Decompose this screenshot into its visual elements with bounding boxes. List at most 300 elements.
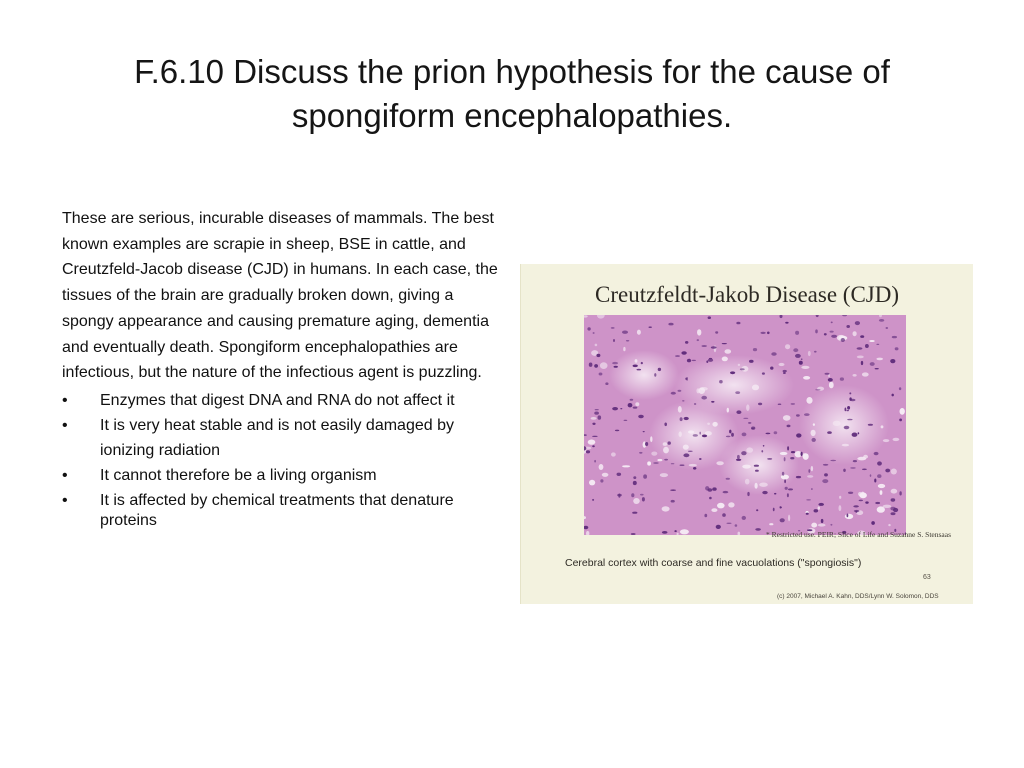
cell-nucleus — [862, 469, 867, 471]
vacuole — [869, 340, 874, 342]
cell-nucleus — [688, 451, 693, 452]
cell-nucleus — [641, 362, 643, 364]
cell-nucleus — [639, 452, 642, 454]
vacuole — [881, 425, 884, 428]
cell-nucleus — [617, 494, 622, 497]
cell-nucleus — [709, 497, 712, 500]
vacuole — [842, 444, 849, 447]
cell-nucleus — [861, 361, 863, 365]
cell-nucleus — [737, 455, 740, 459]
cell-nucleus — [780, 507, 782, 508]
cell-nucleus — [899, 387, 901, 390]
cell-nucleus — [780, 518, 785, 522]
cell-nucleus — [637, 369, 642, 371]
cell-nucleus — [719, 380, 723, 383]
cell-nucleus — [707, 488, 712, 491]
cell-nucleus — [748, 422, 751, 424]
cell-nucleus — [814, 351, 817, 353]
cell-nucleus — [892, 336, 897, 338]
cell-nucleus — [843, 469, 846, 472]
cell-nucleus — [870, 362, 875, 366]
vacuole — [635, 402, 639, 406]
cell-nucleus — [594, 412, 599, 415]
cell-nucleus — [806, 513, 809, 515]
cell-nucleus — [670, 489, 676, 491]
cell-nucleus — [815, 329, 818, 333]
cell-nucleus — [827, 431, 832, 434]
vacuole — [883, 439, 889, 442]
vacuole — [651, 452, 657, 456]
cell-nucleus — [605, 382, 608, 385]
cell-nucleus — [706, 360, 708, 363]
vacuole — [742, 465, 751, 469]
cell-nucleus — [865, 501, 868, 503]
cell-nucleus — [723, 491, 729, 493]
cell-nucleus — [855, 511, 857, 513]
cell-nucleus — [730, 371, 735, 374]
pale-region — [719, 435, 799, 495]
cell-nucleus — [687, 359, 691, 362]
cell-nucleus — [731, 433, 734, 437]
bullet-continuation — [62, 441, 502, 461]
bullet-item — [62, 466, 502, 486]
vacuole — [857, 457, 866, 461]
cell-nucleus — [879, 319, 884, 322]
vacuole — [633, 498, 640, 504]
cell-nucleus — [649, 327, 652, 328]
cell-nucleus — [774, 431, 778, 434]
cell-nucleus — [613, 339, 615, 342]
cell-nucleus — [874, 479, 876, 483]
cell-nucleus — [749, 360, 754, 363]
cell-nucleus — [801, 359, 803, 360]
vacuole — [857, 356, 864, 359]
cell-nucleus — [671, 392, 676, 395]
figure-slide-number: 63 — [923, 574, 931, 581]
vacuole — [611, 452, 616, 456]
cell-nucleus — [763, 445, 765, 447]
vacuole — [853, 374, 857, 377]
bullet-item — [62, 491, 502, 531]
cell-nucleus — [830, 524, 832, 526]
cell-nucleus — [742, 516, 746, 520]
cell-nucleus — [587, 327, 590, 330]
restricted-use-note: * Restricted use. PEIR; Slice of Life and Suzanne S. Stensaas — [766, 530, 951, 539]
cell-nucleus — [849, 397, 851, 400]
bullet-text: It is very heat stable and is not easily damaged by — [100, 416, 454, 434]
cell-nucleus — [783, 370, 787, 372]
cell-nucleus — [716, 525, 721, 529]
vacuole — [811, 430, 816, 436]
vacuole — [595, 344, 598, 347]
cell-nucleus — [697, 339, 699, 341]
cell-nucleus — [845, 408, 847, 412]
cell-nucleus — [711, 401, 714, 403]
vacuole — [746, 404, 749, 411]
vacuole — [811, 523, 817, 528]
slide-body — [62, 206, 502, 531]
vacuole — [893, 438, 900, 441]
cell-nucleus — [594, 364, 598, 368]
cell-nucleus — [796, 476, 801, 478]
cell-nucleus — [808, 469, 810, 473]
cell-nucleus — [702, 345, 707, 347]
vacuole — [696, 388, 699, 393]
cell-nucleus — [899, 419, 902, 422]
vacuole — [833, 421, 841, 426]
cell-nucleus — [774, 493, 776, 495]
cell-nucleus — [787, 493, 789, 497]
vacuole — [883, 505, 892, 508]
vacuole — [657, 459, 662, 461]
cell-nucleus — [795, 354, 801, 358]
cell-nucleus — [830, 331, 834, 333]
cell-nucleus — [806, 499, 811, 500]
vacuole — [803, 376, 810, 380]
cell-nucleus — [849, 392, 851, 394]
vacuole — [888, 524, 890, 526]
cell-nucleus — [814, 509, 819, 512]
cell-nucleus — [821, 519, 824, 523]
cell-nucleus — [633, 407, 638, 409]
cell-nucleus — [874, 452, 879, 455]
cell-nucleus — [758, 403, 762, 406]
vacuole — [808, 351, 811, 356]
vacuole — [663, 447, 669, 454]
cell-nucleus — [743, 418, 748, 419]
cell-nucleus — [595, 409, 599, 410]
vacuole — [752, 385, 759, 391]
cell-nucleus — [847, 406, 850, 410]
cell-nucleus — [678, 390, 682, 392]
vacuole — [637, 330, 641, 335]
vacuole — [803, 453, 809, 460]
cell-nucleus — [592, 423, 595, 425]
cell-nucleus — [822, 479, 828, 483]
cell-nucleus — [736, 459, 741, 461]
bullet-list — [62, 391, 502, 531]
cell-nucleus — [736, 410, 741, 414]
cell-nucleus — [726, 523, 731, 524]
cell-nucleus — [631, 533, 636, 535]
cell-nucleus — [699, 458, 702, 460]
vacuole — [891, 469, 897, 475]
vacuole — [623, 347, 625, 351]
cell-nucleus — [831, 335, 837, 338]
cell-nucleus — [852, 433, 858, 437]
vacuole — [781, 475, 789, 480]
cell-nucleus — [643, 431, 645, 432]
vacuole — [635, 359, 638, 363]
vacuole — [599, 464, 604, 470]
cell-nucleus — [693, 434, 698, 437]
cell-nucleus — [840, 377, 844, 380]
cell-nucleus — [643, 474, 647, 478]
cell-nucleus — [633, 481, 637, 485]
cell-nucleus — [628, 403, 633, 407]
cell-nucleus — [742, 433, 747, 437]
cell-nucleus — [787, 446, 789, 450]
vacuole — [728, 502, 734, 507]
cell-nucleus — [708, 358, 713, 362]
vacuole — [588, 440, 596, 445]
cell-nucleus — [702, 435, 707, 438]
cell-nucleus — [875, 368, 879, 369]
cell-nucleus — [787, 425, 791, 428]
cell-nucleus — [846, 410, 849, 411]
cell-nucleus — [593, 332, 595, 333]
cell-nucleus — [626, 340, 629, 341]
cell-nucleus — [600, 479, 603, 482]
cell-nucleus — [699, 432, 701, 435]
vacuole — [600, 362, 608, 369]
cell-nucleus — [795, 331, 799, 335]
cell-nucleus — [850, 467, 855, 468]
cell-nucleus — [828, 378, 833, 382]
cell-nucleus — [818, 503, 824, 506]
intro-paragraph: These are serious, incurable diseases of mammals. The best known examples are scrapie in sheep, BSE in cattle, and Creutzfeld-Jacob disease (CJD) in humans. In each case, the tissues of the brain are gradually broken down, giving a spongy appearance and causing premature aging, dementia and eventually death. Spongiform encephalopathies are infectious, but the nature of the infectious agent is puzzling. — [62, 210, 498, 382]
cell-nucleus — [899, 491, 901, 495]
cell-nucleus — [875, 502, 880, 504]
vacuole — [746, 447, 753, 452]
vacuole — [738, 364, 740, 366]
bullet-text: Enzymes that digest DNA and RNA do not affect it — [100, 391, 455, 409]
bullet-text: It cannot therefore be a living organism — [100, 466, 377, 484]
figure-caption: Cerebral cortex with coarse and fine vacuolations ("spongiosis") — [565, 557, 862, 569]
cell-nucleus — [729, 430, 731, 434]
cell-nucleus — [778, 404, 782, 405]
cell-nucleus — [683, 453, 689, 457]
cell-nucleus — [726, 436, 731, 438]
cell-nucleus — [612, 407, 618, 410]
cell-nucleus — [761, 450, 763, 452]
cell-nucleus — [799, 361, 803, 365]
cell-nucleus — [876, 344, 879, 345]
cell-nucleus — [844, 426, 850, 429]
cell-nucleus — [770, 367, 773, 370]
cell-nucleus — [877, 474, 881, 478]
vacuole — [788, 515, 790, 522]
cell-nucleus — [701, 396, 707, 400]
cell-nucleus — [791, 451, 795, 453]
vacuole — [839, 496, 841, 499]
cell-nucleus — [755, 470, 759, 472]
cell-nucleus — [653, 462, 659, 464]
cell-nucleus — [664, 459, 668, 461]
cell-nucleus — [638, 415, 644, 418]
cell-nucleus — [712, 487, 716, 490]
vacuole — [813, 423, 815, 426]
figure-copyright: (c) 2007, Michael A. Kahn, DDS/Lynn W. Solomon, DDS — [777, 593, 939, 600]
vacuole — [589, 480, 595, 486]
cell-nucleus — [675, 355, 680, 357]
cell-nucleus — [853, 505, 859, 507]
vacuole — [678, 406, 682, 413]
vacuole — [779, 363, 785, 366]
cell-nucleus — [847, 514, 849, 518]
vacuole — [862, 372, 869, 376]
cell-nucleus — [596, 354, 600, 357]
cell-nucleus — [760, 332, 765, 334]
cell-nucleus — [592, 436, 598, 437]
vacuole — [727, 408, 729, 413]
vacuole — [845, 514, 853, 519]
cell-nucleus — [684, 417, 689, 420]
cell-nucleus — [722, 513, 726, 517]
cell-nucleus — [871, 521, 875, 525]
cell-nucleus — [859, 500, 863, 502]
cell-nucleus — [788, 488, 793, 490]
cell-nucleus — [753, 348, 757, 351]
cell-nucleus — [890, 507, 895, 511]
cell-nucleus — [783, 372, 786, 374]
bullet-icon: • — [62, 466, 68, 484]
cell-nucleus — [895, 347, 899, 350]
cell-nucleus — [891, 512, 896, 515]
cell-nucleus — [784, 457, 786, 461]
vacuole — [806, 397, 812, 404]
cell-nucleus — [726, 478, 730, 480]
vacuole — [725, 349, 732, 354]
cell-nucleus — [823, 464, 828, 466]
cell-nucleus — [704, 514, 707, 518]
vacuole — [801, 366, 809, 369]
cell-nucleus — [592, 445, 595, 447]
vacuole — [880, 490, 883, 495]
cell-nucleus — [824, 333, 827, 335]
cell-nucleus — [617, 473, 622, 476]
cell-nucleus — [711, 346, 717, 348]
cell-nucleus — [664, 423, 667, 427]
bullet-text: ionizing radiation — [100, 441, 221, 459]
vacuole — [876, 358, 883, 361]
vacuole — [818, 524, 826, 527]
cell-nucleus — [592, 499, 594, 501]
cell-nucleus — [754, 465, 759, 467]
vacuole — [660, 473, 668, 477]
vacuole — [783, 415, 791, 421]
vacuole — [900, 408, 905, 415]
vacuole — [780, 452, 788, 455]
cell-nucleus — [812, 438, 816, 442]
bullet-icon: • — [62, 391, 68, 409]
cell-nucleus — [855, 321, 860, 325]
vacuole — [650, 436, 652, 442]
cell-nucleus — [620, 408, 622, 409]
figure-title: Creutzfeldt-Jakob Disease (CJD) — [594, 282, 900, 307]
cell-nucleus — [735, 524, 738, 527]
cell-nucleus — [686, 377, 688, 381]
vacuole — [861, 492, 864, 497]
cell-nucleus — [815, 389, 820, 390]
cell-nucleus — [589, 363, 593, 367]
vacuole — [785, 344, 790, 349]
cell-nucleus — [658, 368, 661, 371]
cell-nucleus — [632, 512, 637, 514]
vacuole — [759, 483, 768, 487]
cell-nucleus — [682, 400, 684, 401]
cell-nucleus — [736, 322, 740, 325]
vacuole — [663, 442, 667, 446]
cell-nucleus — [586, 450, 590, 453]
cell-nucleus — [668, 323, 673, 326]
cell-nucleus — [767, 458, 772, 460]
vacuole — [891, 489, 898, 494]
cell-nucleus — [708, 316, 711, 319]
vacuole — [622, 465, 630, 467]
vacuole — [853, 331, 857, 336]
cell-nucleus — [865, 344, 869, 348]
cell-nucleus — [773, 508, 775, 512]
cell-nucleus — [615, 430, 619, 432]
cell-nucleus — [868, 424, 873, 426]
cell-nucleus — [870, 474, 872, 477]
cell-nucleus — [790, 457, 794, 459]
cell-nucleus — [694, 403, 696, 405]
vacuole — [818, 506, 820, 509]
vacuole — [829, 382, 834, 389]
vacuole — [769, 523, 773, 525]
cell-nucleus — [885, 469, 890, 473]
cell-nucleus — [612, 362, 618, 364]
cell-nucleus — [614, 366, 618, 368]
cell-nucleus — [847, 419, 852, 421]
vacuole — [591, 417, 597, 420]
cell-nucleus — [631, 493, 634, 497]
slide-title: F.6.10 Discuss the prion hypothesis for the cause of spongiform encephalopathies. — [134, 53, 890, 134]
cell-nucleus — [599, 373, 603, 376]
cjd-figure — [520, 264, 973, 604]
cell-nucleus — [766, 433, 771, 435]
cell-nucleus — [804, 413, 810, 416]
cell-nucleus — [860, 335, 864, 338]
cell-nucleus — [624, 420, 628, 421]
vacuole — [689, 464, 697, 467]
cell-nucleus — [771, 352, 776, 356]
cell-nucleus — [858, 432, 860, 434]
vacuole — [707, 423, 710, 425]
cell-nucleus — [654, 373, 656, 377]
vacuole — [697, 329, 701, 335]
cell-nucleus — [824, 473, 828, 476]
cell-nucleus — [857, 347, 863, 350]
cell-nucleus — [877, 461, 882, 465]
cell-nucleus — [751, 428, 754, 429]
cell-nucleus — [630, 399, 634, 401]
pale-region — [609, 350, 679, 400]
cell-nucleus — [680, 465, 685, 466]
cell-nucleus — [692, 360, 696, 361]
cell-nucleus — [784, 479, 786, 483]
cell-nucleus — [668, 441, 671, 444]
vacuole — [722, 357, 728, 362]
cell-nucleus — [811, 488, 813, 490]
vacuole — [717, 503, 725, 509]
cell-nucleus — [825, 373, 830, 375]
cell-nucleus — [735, 391, 740, 394]
vacuole — [647, 461, 651, 465]
cell-nucleus — [611, 327, 615, 329]
cell-nucleus — [693, 467, 696, 470]
vacuole — [679, 431, 682, 437]
cell-nucleus — [892, 394, 894, 397]
vacuole — [878, 484, 885, 488]
cell-nucleus — [756, 509, 758, 511]
cell-nucleus — [767, 332, 770, 335]
cell-nucleus — [891, 498, 896, 501]
cell-nucleus — [633, 365, 638, 368]
cell-nucleus — [848, 492, 853, 494]
